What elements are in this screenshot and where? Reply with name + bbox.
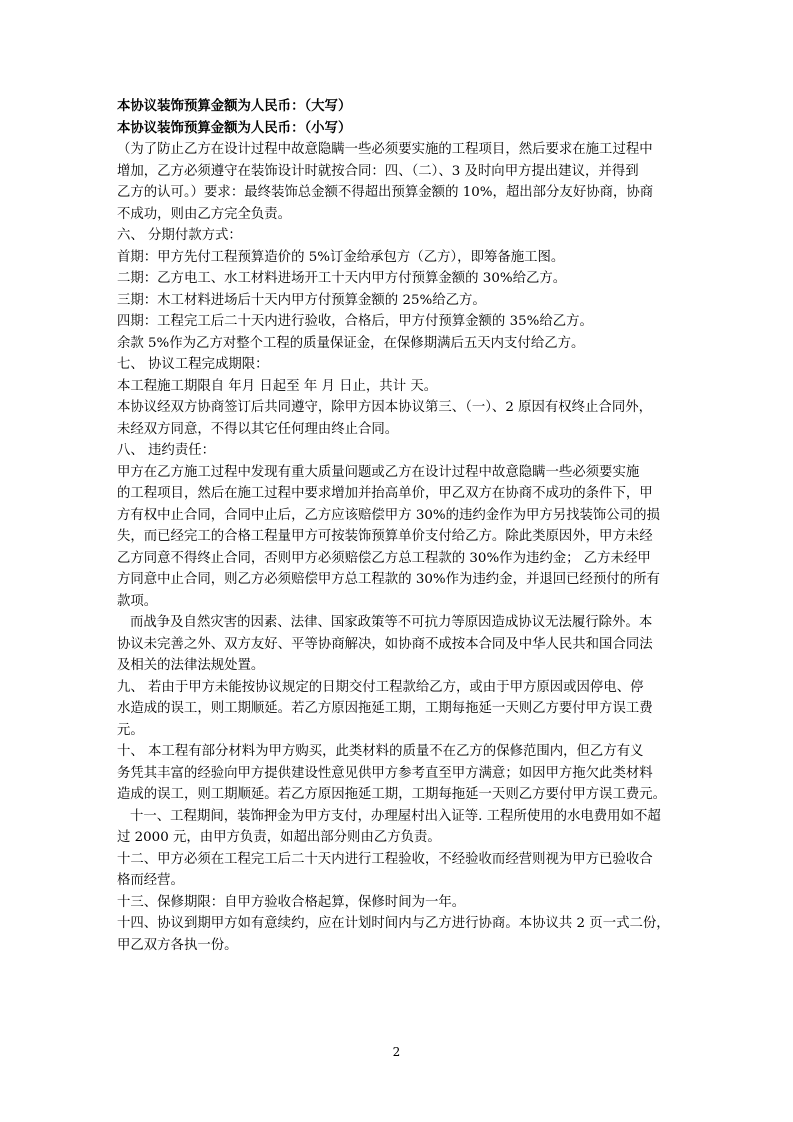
text-line: 而战争及自然灾害的因素、法律、国家政策等不可抗力等原因造成协议无法履行除外。本 (130, 615, 653, 630)
text-line: 协议未完善之外、双方友好、平等协商解决，如协商不成按本合同及中华人民共和国合同法 (117, 636, 653, 652)
text-line: 甲方在乙方施工过程中发现有重大质量问题或乙方在设计过程中故意隐瞒一些必须要实施 (117, 464, 640, 480)
text-line: 造成的误工，则工期顺延。若乙方原因拖延工期，工期每拖延一天则乙方要付甲方误工费元。 (117, 787, 667, 802)
text-line: 十二、甲方必须在工程完工后二十天内进行工程验收，不经验收而经营则视为甲方已验收合 (117, 851, 653, 867)
text-line: 十三、保修期限：自甲方验收合格起算，保修时间为一年。 (117, 894, 466, 910)
text-line: 水造成的误工，则工期顺延。若乙方原因拖延工期，工期每拖延一天则乙方要付甲方误工费 (117, 701, 653, 716)
text-line: 六、 分期付款方式： (117, 228, 242, 243)
text-line: 乙方同意不得终止合同，否则甲方必须赔偿乙方总工程款的 30%作为违约金； 乙方未经甲 (117, 550, 651, 566)
text-line: 款项。 (117, 593, 158, 609)
text-line: 十一、工程期间，装饰押金为甲方支付，办理屋村出入证等. 工程所使用的水电费用如不超 (130, 808, 661, 824)
text-line: 的工程项目，然后在施工过程中要求增加并抬高单价，甲乙双方在协商不成功的条件下，甲 (117, 486, 653, 501)
text-line: 甲乙双方各执一份。 (117, 937, 238, 953)
text-line: 本协议经双方协商签订后共同遵守，除甲方因本协议第三、（一）、2 原因有权终止合同外， (117, 400, 652, 415)
text-line: 不成功，则由乙方完全负责。 (117, 206, 292, 222)
text-line: 余款 5%作为乙方对整个工程的质量保证金，在保修期满后五天内支付给乙方。 (117, 335, 585, 351)
text-line: 十、 本工程有部分材料为甲方购买，此类材料的质量不在乙方的保修范围内，但乙方有义 (117, 744, 644, 759)
text-line: 元。 (117, 722, 144, 738)
text-line: 九、 若由于甲方未能按协议规定的日期交付工程款给乙方，或由于甲方原因或因停电、停 (117, 679, 644, 695)
text-line: 本协议装饰预算金额为人民币：（大写） (117, 98, 352, 114)
text-line: 本协议装饰预算金额为人民币：（小写） (117, 119, 352, 136)
text-line: 未经双方同意，不得以其它任何理由终止合同。 (117, 421, 399, 437)
text-line: 三期：木工材料进场后十天内甲方付预算金额的 25%给乙方。 (117, 292, 486, 308)
text-line: 二期：乙方电工、水工材料进场开工十天内甲方付预算金额的 30%给乙方。 (117, 271, 567, 286)
text-line: 失，而已经完工的合格工程量甲方可按装饰预算单价支付给乙方。除此类原因外，甲方未经 (117, 529, 653, 544)
text-line: 增加，乙方必须遵守在装饰设计时就按合同：四、（二）、3 及时向甲方提出建议，并得到 (117, 163, 639, 179)
text-line: 方同意中止合同，则乙方必须赔偿甲方总工程款的 30%作为违约金，并退回已经预付的所有 (117, 572, 660, 587)
text-line: 本工程施工期限自 年月 日起至 年 月 日止，共计 天。 (117, 378, 438, 394)
text-line: 过 2000 元，由甲方负责，如超出部分则由乙方负责。 (117, 830, 441, 845)
text-line: 七、 协议工程完成期限： (117, 357, 269, 372)
text-line: 乙方的认可。）要求：最终装饰总金额不得超出预算金额的 10%，超出部分友好协商，协商 (117, 185, 654, 200)
text-line: 及相关的法律法规处置。 (117, 658, 265, 673)
text-line: 四期：工程完工后二十天内进行验收，合格后，甲方付预算金额的 35%给乙方。 (117, 314, 593, 329)
text-line: 务凭其丰富的经验向甲方提供建设性意见供甲方参考直至甲方满意；如因甲方拖欠此类材料 (117, 765, 653, 781)
page-number: 2 (392, 1045, 401, 1059)
document-body (117, 96, 677, 956)
text-line: 八、 违约责任： (117, 443, 215, 458)
text-line: 首期：甲方先付工程预算造价的 5%订金给承包方（乙方），即筹备施工图。 (117, 249, 565, 265)
text-line: 十四、协议到期甲方如有意续约，应在计划时间内与乙方进行协商。本协议共 2 页一式二份， (117, 916, 670, 931)
text-line: （为了防止乙方在设计过程中故意隐瞒一些必须要实施的工程项目，然后要求在施工过程中 (117, 142, 653, 157)
text-line: 方有权中止合同，合同中止后，乙方应该赔偿甲方 30%的违约金作为甲方另找装饰公司的损 (117, 507, 660, 523)
text-line: 格而经营。 (117, 873, 184, 888)
